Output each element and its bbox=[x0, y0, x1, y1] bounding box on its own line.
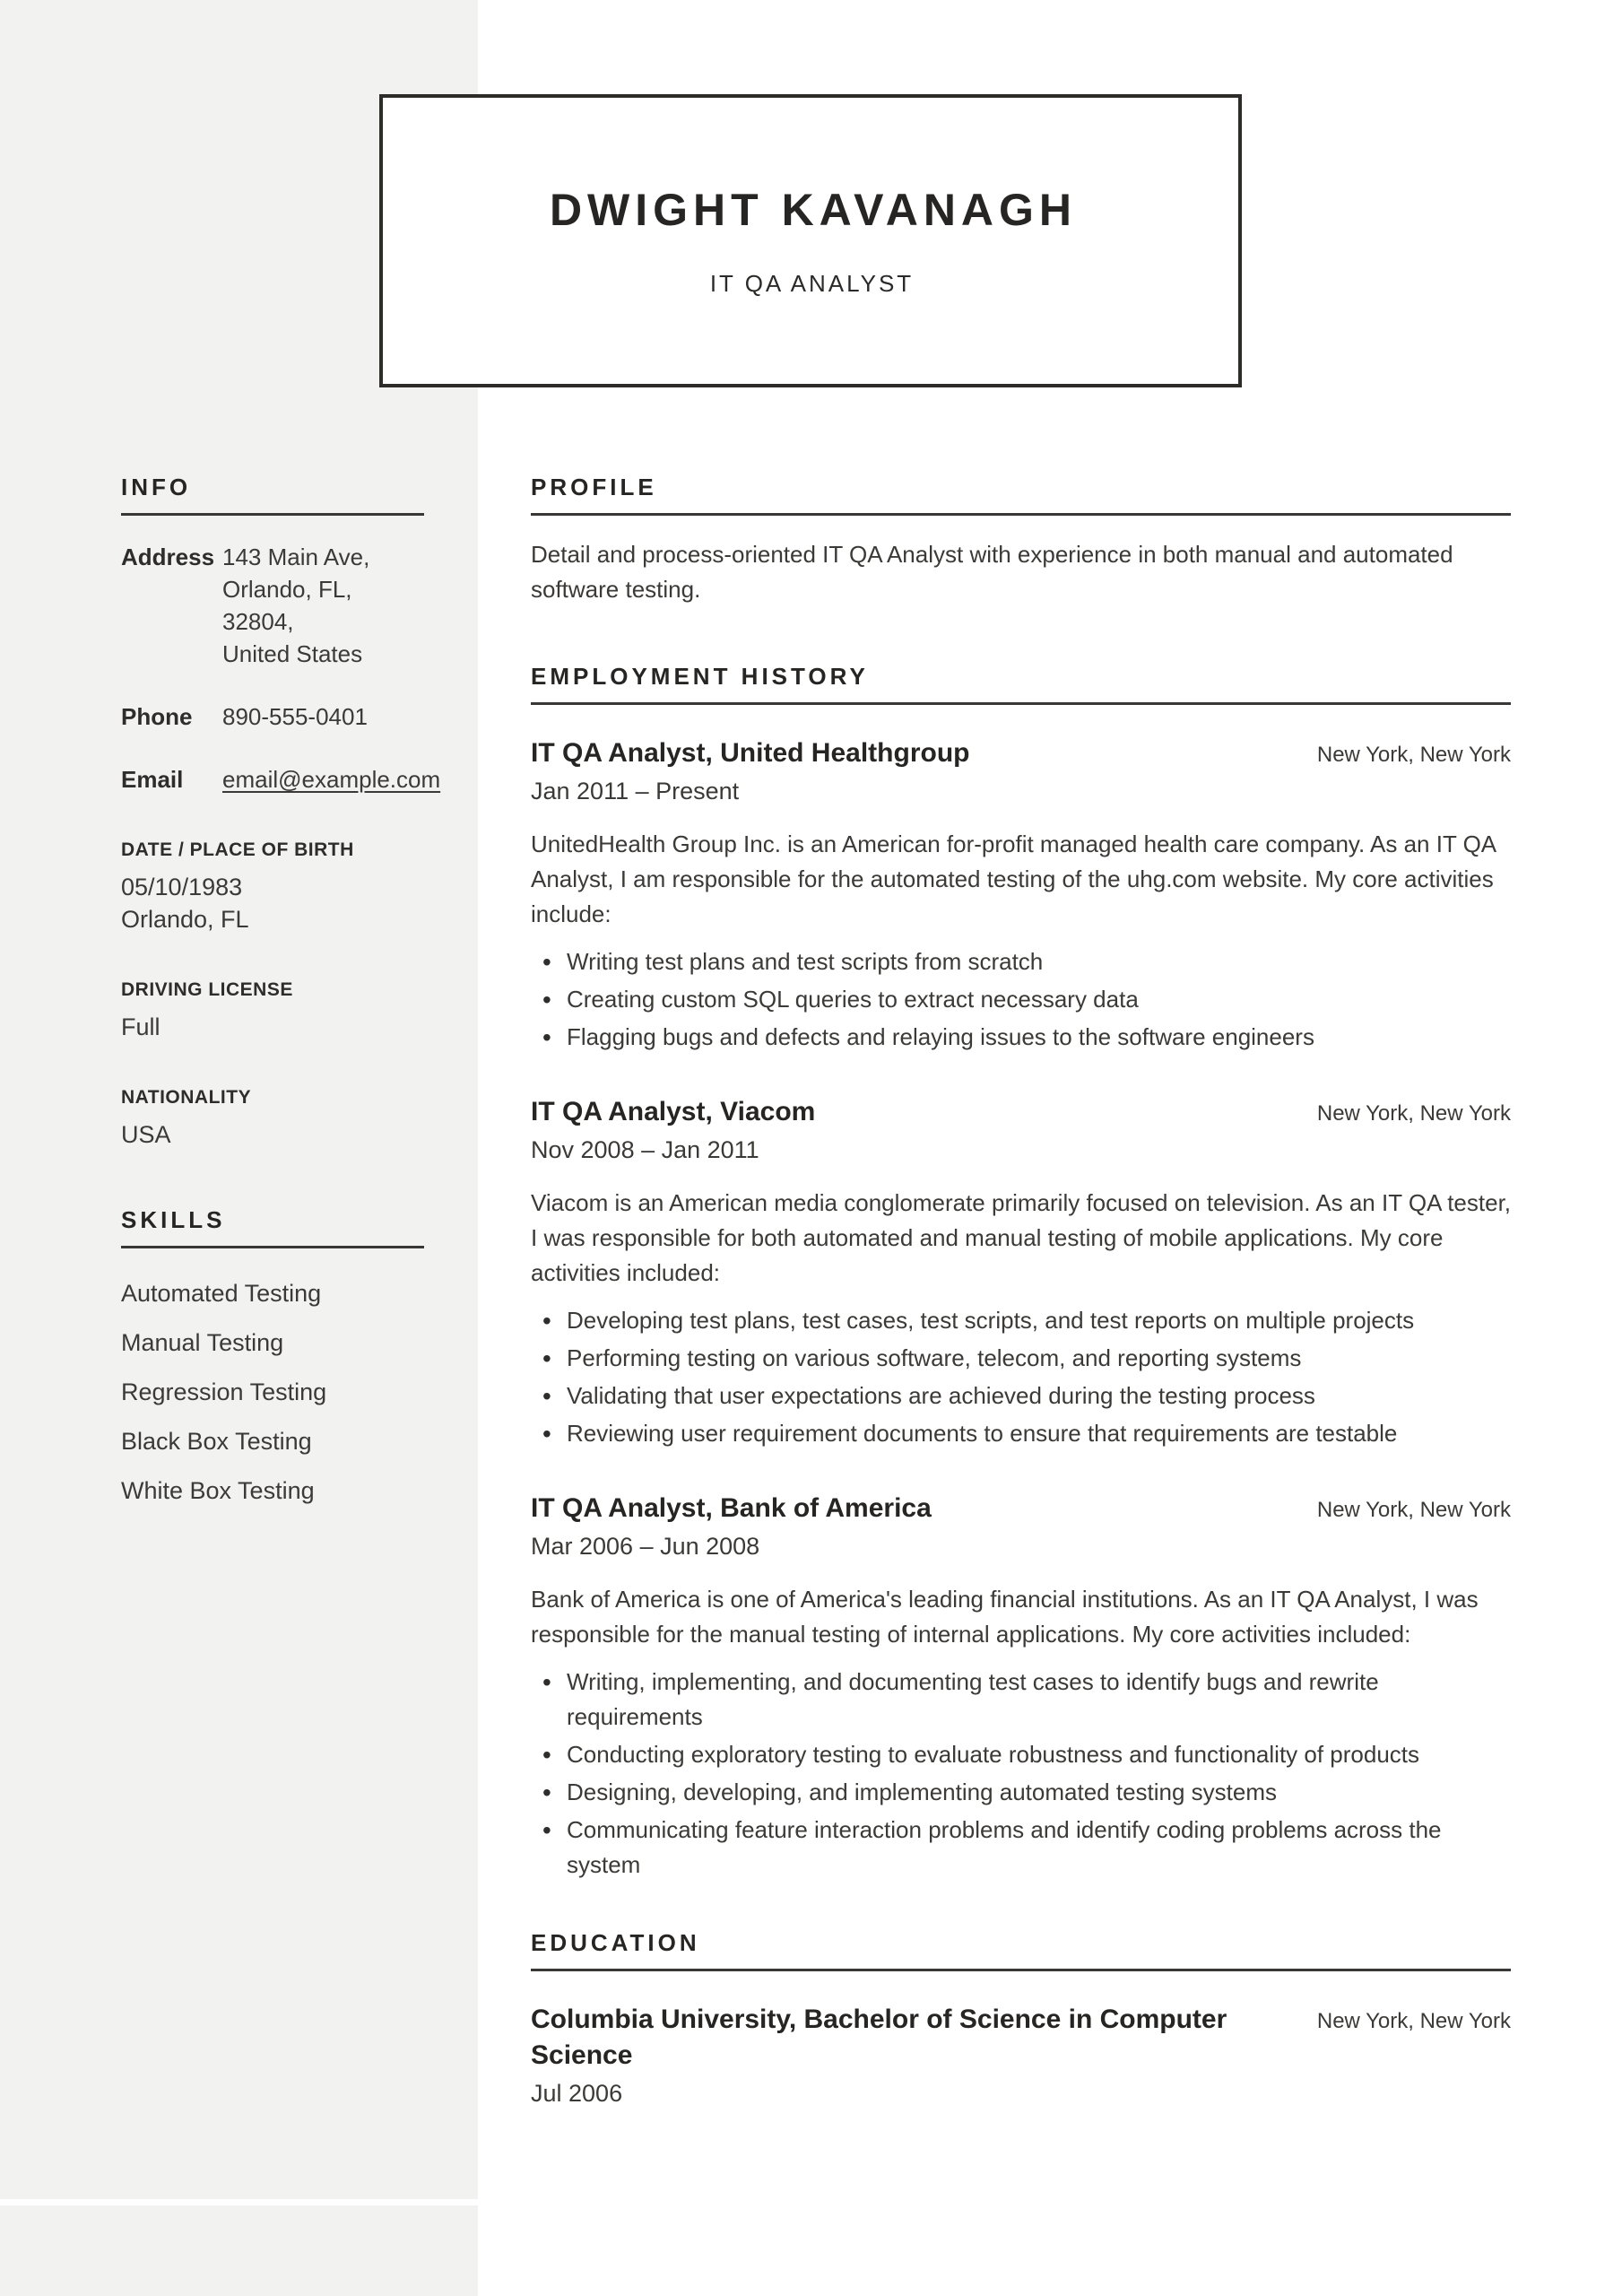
phone-label: Phone bbox=[121, 703, 193, 730]
job-dates: Nov 2008 – Jan 2011 bbox=[531, 1136, 759, 1163]
address-value bbox=[222, 541, 424, 670]
email-link[interactable]: email@example.com bbox=[222, 766, 441, 793]
info-section bbox=[121, 474, 441, 1151]
profile-heading-rule bbox=[531, 513, 1511, 516]
address-line: United States bbox=[222, 640, 363, 667]
job-bullet: • Communicating feature interaction problems and identify coding problems across the system bbox=[531, 1813, 1511, 1883]
nationality-label: NATIONALITY bbox=[121, 1087, 252, 1108]
education-heading: EDUCATION bbox=[531, 1929, 700, 1956]
email-row bbox=[121, 763, 441, 796]
address-row bbox=[121, 541, 424, 670]
address-line: 143 Main Ave, bbox=[222, 544, 370, 570]
profile-text: Detail and process-oriented IT QA Analyst with experience in both manual and automated software testing. bbox=[531, 541, 1453, 603]
job-header bbox=[531, 735, 1511, 771]
job-entry bbox=[531, 1491, 1511, 1883]
candidate-job-title: IT QA ANALYST bbox=[709, 270, 915, 297]
job-bullet: • Designing, developing, and implementing automated testing systems bbox=[531, 1775, 1511, 1810]
job-summary: Bank of America is one of America's leading financial institutions. As an IT QA Analyst, I was responsible for the manual testing of internal applications. My core activities included: bbox=[531, 1586, 1479, 1648]
job-bullet: • Performing testing on various software, telecom, and reporting systems bbox=[531, 1341, 1511, 1376]
job-bullet: • Flagging bugs and defects and relaying issues to the software engineers bbox=[531, 1020, 1511, 1055]
job-summary: Viacom is an American media conglomerate primarily focused on television. As an IT QA tester, I was responsible for both automated and manual testing of mobile applications. My core activities included: bbox=[531, 1189, 1512, 1286]
job-bullet: • Developing test plans, test cases, test scripts, and test reports on multiple projects bbox=[531, 1303, 1511, 1338]
job-bullet: • Conducting exploratory testing to evaluate robustness and functionality of products bbox=[531, 1737, 1511, 1772]
address-line: Orlando, FL, 32804, bbox=[222, 576, 352, 635]
nationality-value: USA bbox=[121, 1121, 171, 1148]
skill-item: White Box Testing bbox=[121, 1477, 315, 1504]
skill-item: Manual Testing bbox=[121, 1329, 284, 1356]
job-location: New York, New York bbox=[1316, 1101, 1511, 1126]
skill-item: Black Box Testing bbox=[121, 1428, 312, 1455]
job-bullet: • Writing, implementing, and documenting test cases to identify bugs and rewrite requirements bbox=[531, 1665, 1511, 1735]
birth-value bbox=[121, 871, 424, 935]
job-dates: Jan 2011 – Present bbox=[531, 778, 740, 804]
education-location: New York, New York bbox=[1316, 2009, 1511, 2033]
employment-heading-rule bbox=[531, 702, 1511, 705]
profile-section bbox=[531, 474, 1511, 607]
skills-heading-rule bbox=[121, 1246, 424, 1248]
job-location: New York, New York bbox=[1316, 743, 1511, 767]
skill-item: Regression Testing bbox=[121, 1378, 327, 1405]
job-header bbox=[531, 1491, 1511, 1526]
job-title: IT QA Analyst, Viacom bbox=[531, 1097, 816, 1126]
driving-license-label: DRIVING LICENSE bbox=[121, 979, 293, 1000]
skills-section bbox=[121, 1206, 424, 1505]
header-name-box bbox=[379, 94, 1242, 387]
education-dates: Jul 2006 bbox=[531, 2080, 623, 2107]
job-bullet: • Creating custom SQL queries to extract necessary data bbox=[531, 982, 1511, 1017]
candidate-name: DWIGHT KAVANAGH bbox=[549, 185, 1078, 235]
job-bullet: • Reviewing user requirement documents to ensure that requirements are testable bbox=[531, 1416, 1511, 1451]
education-heading-rule bbox=[531, 1969, 1511, 1971]
page-break-gap bbox=[0, 2199, 1622, 2205]
job-dates: Mar 2006 – Jun 2008 bbox=[531, 1533, 760, 1560]
employment-heading: EMPLOYMENT HISTORY bbox=[531, 663, 869, 690]
email-label: Email bbox=[121, 766, 184, 793]
info-heading-rule bbox=[121, 513, 424, 516]
job-bullet-list bbox=[531, 944, 1511, 1055]
skill-item: Automated Testing bbox=[121, 1280, 322, 1307]
job-title: IT QA Analyst, United Healthgroup bbox=[531, 738, 970, 768]
main-column bbox=[531, 474, 1511, 2109]
sidebar-background-page2 bbox=[0, 2205, 478, 2296]
job-location: New York, New York bbox=[1316, 1498, 1511, 1522]
education-section bbox=[531, 1929, 1511, 2109]
education-header bbox=[531, 2002, 1511, 2074]
job-header bbox=[531, 1094, 1511, 1130]
skills-heading: SKILLS bbox=[121, 1206, 226, 1233]
education-entry bbox=[531, 2002, 1511, 2109]
job-summary: UnitedHealth Group Inc. is an American for-profit managed health care company. As an IT QA Analyst, I am responsible for the automated testing of the uhg.com website. My core activities include: bbox=[531, 831, 1496, 927]
job-title: IT QA Analyst, Bank of America bbox=[531, 1493, 932, 1523]
phone-row bbox=[121, 700, 424, 733]
profile-heading: PROFILE bbox=[531, 474, 657, 500]
info-heading: INFO bbox=[121, 474, 192, 500]
skills-list bbox=[121, 1279, 424, 1505]
job-bullet-list bbox=[531, 1303, 1511, 1451]
education-title: Columbia University, Bachelor of Science in Computer Science bbox=[531, 2005, 1227, 2070]
birth-place: Orlando, FL bbox=[121, 906, 249, 933]
job-entry bbox=[531, 1094, 1511, 1451]
job-entry bbox=[531, 735, 1511, 1055]
driving-license-value: Full bbox=[121, 1013, 160, 1040]
employment-section bbox=[531, 663, 1511, 1883]
phone-value: 890-555-0401 bbox=[222, 703, 368, 730]
sidebar bbox=[121, 474, 441, 1526]
address-label: Address bbox=[121, 544, 215, 570]
job-bullet: • Writing test plans and test scripts from scratch bbox=[531, 944, 1511, 979]
job-bullet-list bbox=[531, 1665, 1511, 1883]
birth-label: DATE / PLACE OF BIRTH bbox=[121, 839, 354, 860]
birth-date: 05/10/1983 bbox=[121, 874, 243, 900]
job-bullet: • Validating that user expectations are achieved during the testing process bbox=[531, 1378, 1511, 1413]
